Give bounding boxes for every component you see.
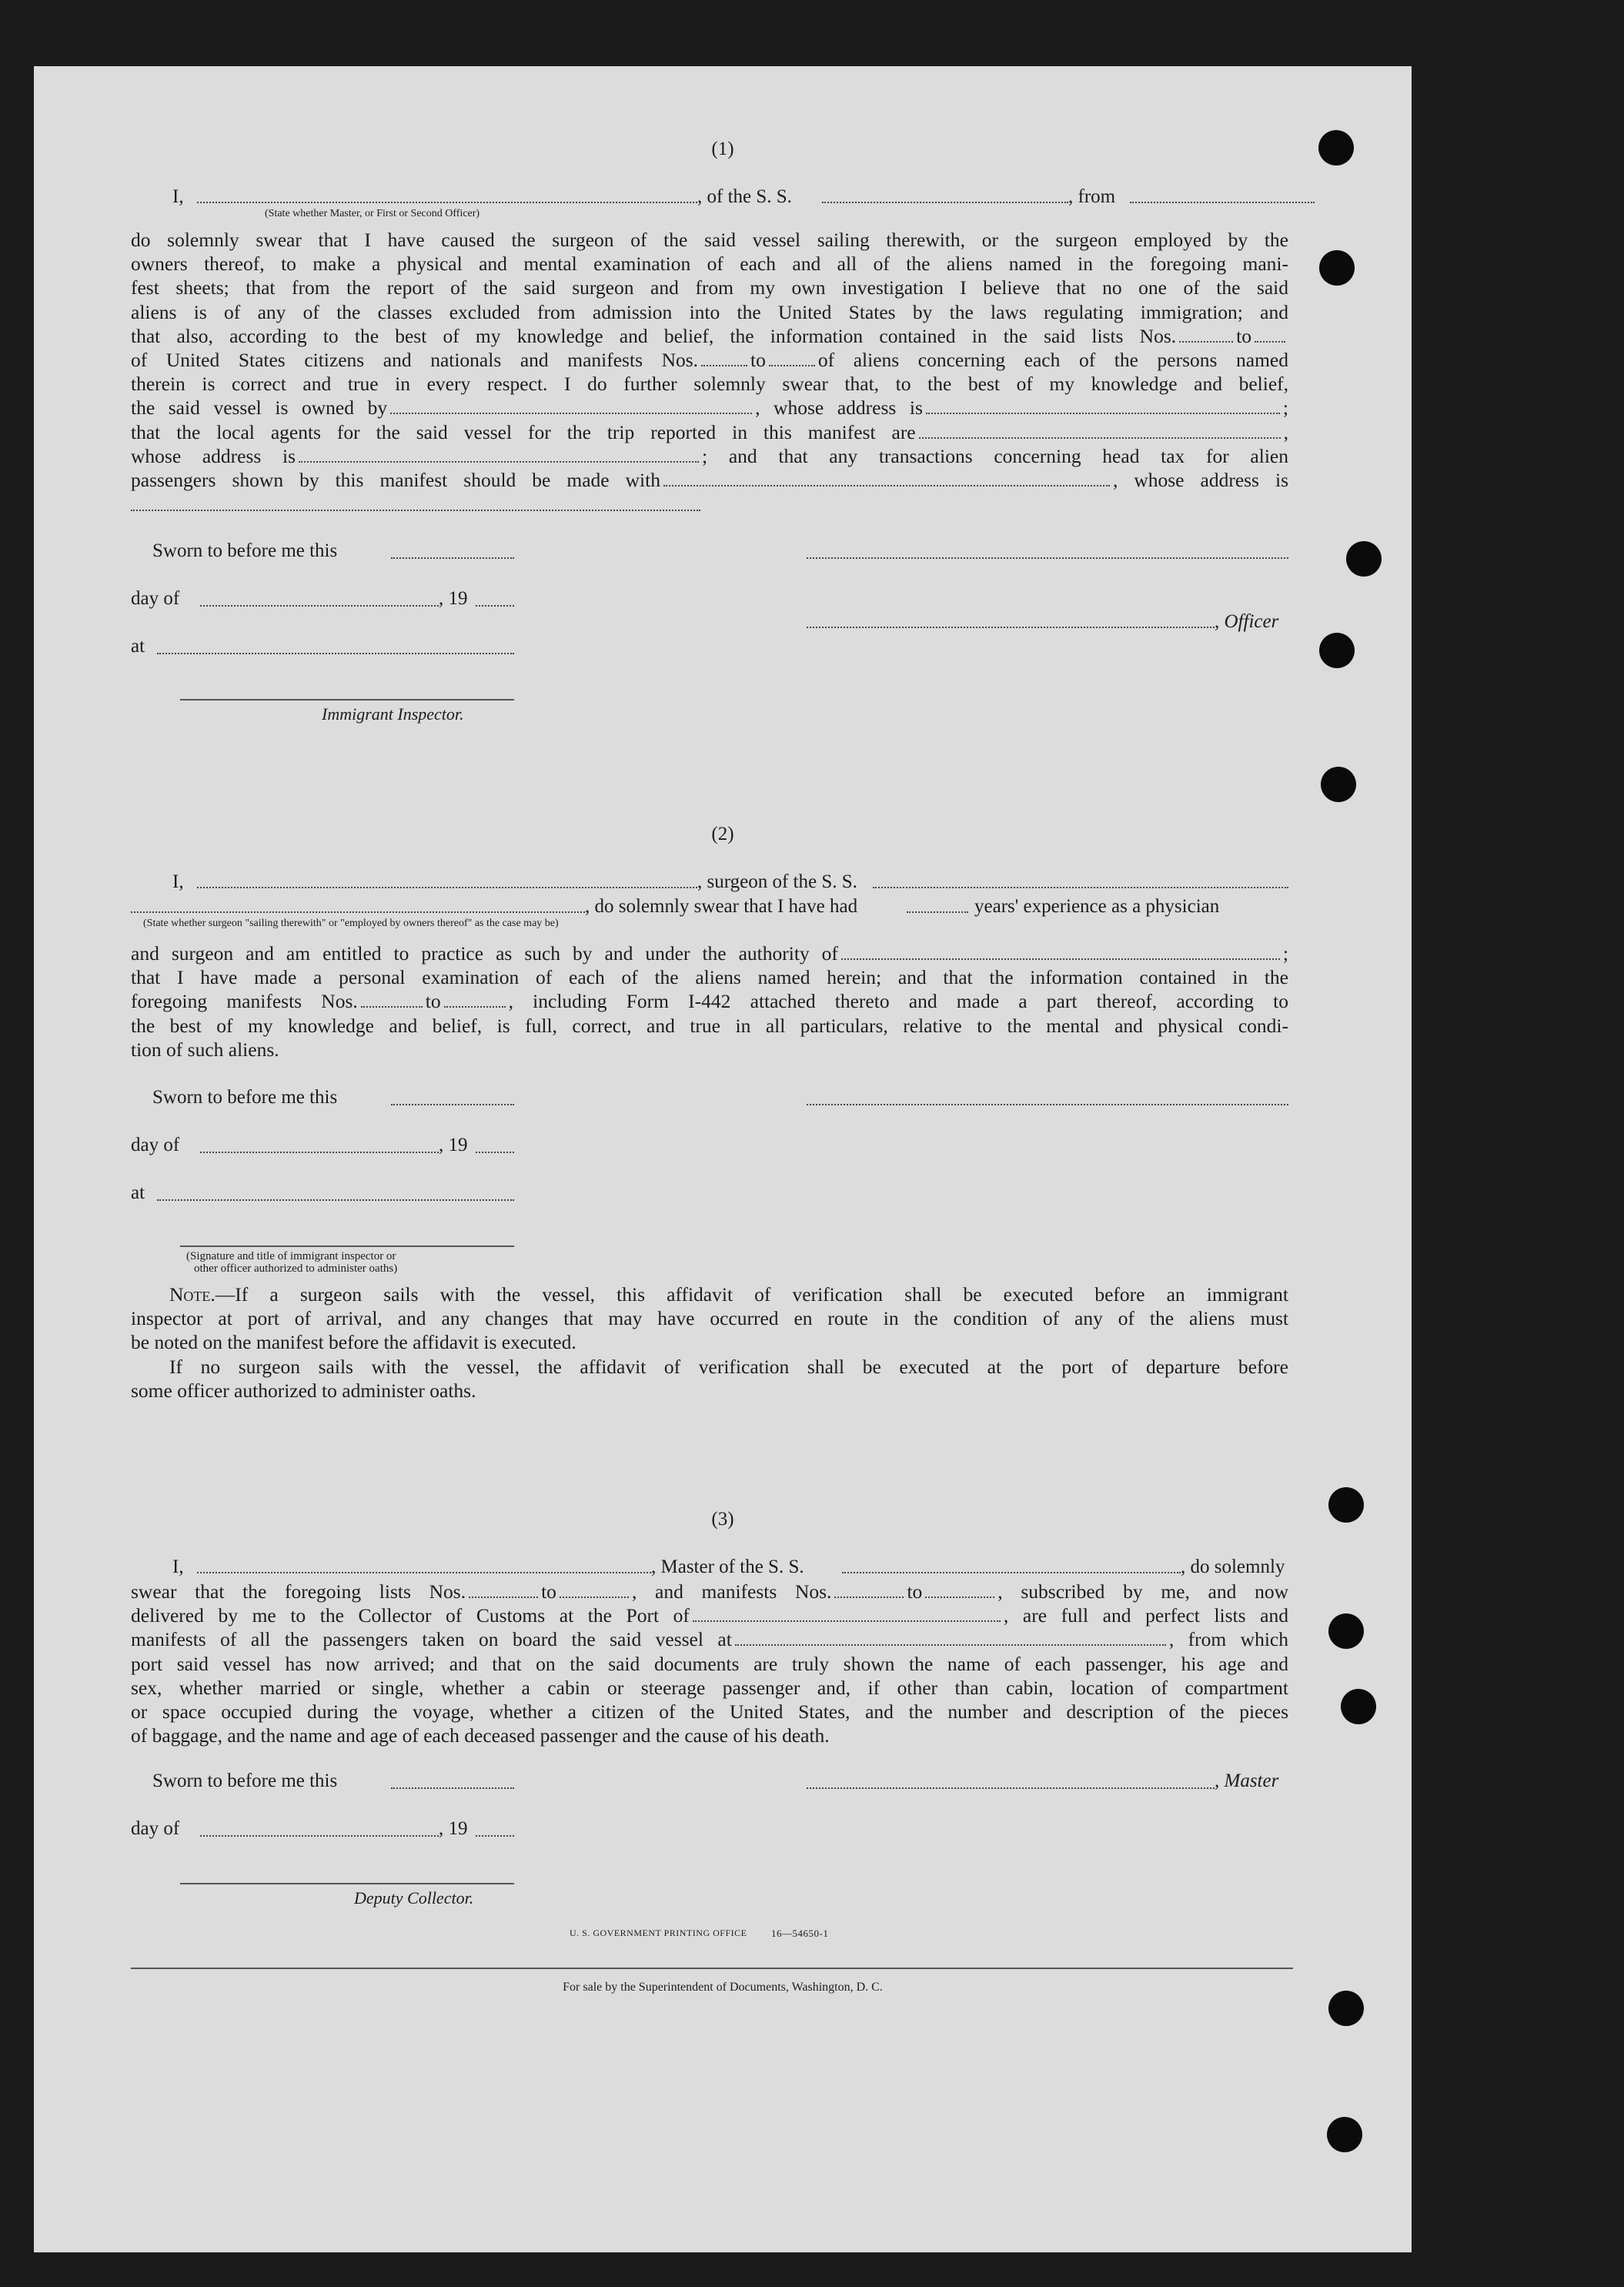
s1-line: do solemnly swear that I have caused the surgeon of the said vessel sailing therewith, or the surgeon employed by the <box>131 229 1288 251</box>
punch-hole <box>1319 250 1355 286</box>
s3-line-lists: swear that the foregoing lists Nos. to , and manifests Nos. to , subscribed by me, and now <box>131 1580 1288 1603</box>
s1-sworn-day-field[interactable] <box>391 557 514 559</box>
s1-line-agent-address: whose address is ; and that any transactions concerning head tax for alien <box>131 444 1288 467</box>
s1-line-lists: that also, according to the best of my knowledge and belief, the information contained in the said lists Nos. to <box>131 324 1288 348</box>
s2-at-field[interactable] <box>157 1199 514 1201</box>
s3-master-signature-field[interactable] <box>807 1787 1215 1789</box>
gpo-imprint: U. S. GOVERNMENT PRINTING OFFICE <box>570 1928 747 1938</box>
s3-lists-to-field[interactable] <box>560 1596 629 1598</box>
s3-line: sex, whether married or single, whether a cabin or steerage passenger and, if other than cabin, location of compartment <box>131 1676 1288 1699</box>
s1-agent-address-field[interactable] <box>299 460 699 463</box>
s1-sworn-label: Sworn to before me this <box>152 540 338 561</box>
s2-surgeon-ss-label: , surgeon of the S. S. <box>697 871 857 892</box>
footer-rule <box>131 1968 1293 1969</box>
s3-vessel-field[interactable] <box>842 1572 1181 1573</box>
s1-manifests-from-field[interactable] <box>701 364 747 366</box>
s2-line: that I have made a personal examination of each of the aliens named herein; and that the information contained in the <box>131 966 1288 989</box>
s1-line-headtax: passengers shown by this manifest should be made with , whose address is <box>131 469 1289 492</box>
s1-lists-to-field[interactable] <box>1255 340 1285 343</box>
s2-note-line: inspector at port of arrival, and any changes that may have occurred en route in the condition of any of the aliens must <box>131 1307 1288 1330</box>
s3-sworn-day-field[interactable] <box>391 1787 514 1789</box>
s2-i-label: I, <box>172 871 184 892</box>
s3-month-field[interactable] <box>200 1835 439 1837</box>
s3-oath-paragraph <box>131 1580 1288 1747</box>
punch-hole <box>1328 1487 1364 1523</box>
s1-manifests-to-field[interactable] <box>769 364 815 366</box>
s1-line: aliens is of any of the classes excluded from admission into the United States by the laws regulating immigration; and <box>131 300 1288 323</box>
s1-officer-name-field[interactable] <box>197 202 697 203</box>
form-page <box>34 66 1412 2252</box>
s3-master-name-field[interactable] <box>197 1572 651 1573</box>
s1-lists-from-field[interactable] <box>1179 340 1233 343</box>
s3-i-label: I, <box>172 1556 184 1577</box>
s2-note2-line: If no surgeon sails with the vessel, the affidavit of verification shall be executed at the port of departure before <box>169 1355 1288 1378</box>
s3-manifests-to-field[interactable] <box>925 1596 994 1598</box>
s2-note-label: Note. <box>169 1283 216 1306</box>
s2-note2-line: some officer authorized to administer oaths. <box>131 1379 476 1402</box>
punch-hole <box>1328 1991 1364 2026</box>
s1-of-ss-label: , of the S. S. <box>697 186 792 207</box>
s3-collector-signature-line[interactable] <box>180 1883 514 1884</box>
s3-solemnly-label: , do solemnly <box>1181 1556 1285 1577</box>
s1-agents-field[interactable] <box>919 436 1281 439</box>
s1-at-label: at <box>131 636 145 657</box>
s1-line-manifests: of United States citizens and nationals and manifests Nos. to of aliens concerning each of the persons named <box>131 349 1288 372</box>
s1-headtax-address-field[interactable] <box>131 510 700 511</box>
s3-line: or space occupied during the voyage, whether a citizen of the United States, and the number and description of the pieces <box>131 1700 1288 1724</box>
s1-year-field[interactable] <box>476 605 514 607</box>
s2-sworn-label: Sworn to before me this <box>152 1087 338 1108</box>
s2-signer-note-2: other officer authorized to administer oaths) <box>194 1262 398 1275</box>
s3-sworn-label: Sworn to before me this <box>152 1770 338 1791</box>
form-code: 16—54650-1 <box>771 1928 829 1939</box>
s1-from-label: , from <box>1068 186 1116 207</box>
s2-surgeon-type-field[interactable] <box>131 911 585 913</box>
s2-years-field[interactable] <box>907 911 968 913</box>
s2-note-paragraph <box>131 1282 1288 1403</box>
s1-month-field[interactable] <box>200 605 439 607</box>
s3-line-taken: manifests of all the passengers taken on board the said vessel at , from which <box>131 1628 1289 1651</box>
s2-oath-paragraph <box>131 941 1288 1062</box>
s3-master-ss-label: , Master of the S. S. <box>651 1556 804 1577</box>
s2-signer-note-1: (Signature and title of immigrant inspector or <box>186 1250 396 1262</box>
s2-authority-field[interactable] <box>841 958 1280 960</box>
punch-hole <box>1341 1689 1376 1724</box>
s1-inspector-signature-line[interactable] <box>180 699 514 700</box>
s1-vessel-field[interactable] <box>822 202 1068 203</box>
s3-line-port: delivered by me to the Collector of Customs at the Port of , are full and perfect lists and <box>131 1604 1288 1627</box>
section-1-number: (1) <box>711 139 734 159</box>
s2-line-authority: and surgeon and am entitled to practice as such by and under the authority of ; <box>131 942 1288 965</box>
s1-line: therein is correct and true in every respect. I do further solemnly swear that, to the best of my knowledge and belief, <box>131 373 1288 396</box>
s2-at-label: at <box>131 1182 145 1203</box>
s2-surgeon-signature-field[interactable] <box>807 1104 1288 1105</box>
punch-hole <box>1321 767 1356 802</box>
s1-headtax-field[interactable] <box>663 484 1110 486</box>
s3-line: port said vessel has now arrived; and that on the said documents are truly shown the name of each passenger, his age and <box>131 1652 1288 1675</box>
s2-surgeon-name-field[interactable] <box>197 887 697 888</box>
s1-line: owners thereof, to make a physical and mental examination of each and all of the aliens named in the foregoing mani- <box>131 252 1288 276</box>
punch-hole <box>1318 130 1354 166</box>
s2-manifests-to-field[interactable] <box>444 1005 506 1008</box>
s2-manifests-from-field[interactable] <box>361 1005 423 1008</box>
s1-at-field[interactable] <box>157 653 514 654</box>
s1-year-label: , 19 <box>439 588 468 609</box>
s1-inspector-label: Immigrant Inspector. <box>322 704 464 724</box>
s1-line-owner: the said vessel is owned by , whose address is ; <box>131 396 1289 420</box>
s3-line: of baggage, and the name and age of each deceased passenger and the cause of his death. <box>131 1724 830 1747</box>
section-2-number: (2) <box>711 824 734 844</box>
s2-vessel-field[interactable] <box>873 887 1288 888</box>
s1-owner-address-field[interactable] <box>926 412 1280 414</box>
s2-line-manifests: foregoing manifests Nos. to , including Form I-442 attached thereto and made a part thereof, according to <box>131 990 1288 1013</box>
s3-year-label: , 19 <box>439 1818 468 1839</box>
s3-taken-at-field[interactable] <box>735 1643 1166 1646</box>
s3-collector-label: Deputy Collector. <box>354 1888 474 1908</box>
s3-port-field[interactable] <box>693 1620 1001 1622</box>
s1-officer-note: (State whether Master, or First or Second Officer) <box>265 208 480 219</box>
s2-surgeon-type-note: (State whether surgeon "sailing therewith" or "employed by owners thereof" as the case may be) <box>143 918 559 929</box>
punch-hole <box>1328 1613 1364 1649</box>
punch-hole <box>1319 633 1355 668</box>
s1-officer-signature-field[interactable] <box>807 557 1288 559</box>
s3-master-label: , Master <box>1215 1770 1279 1791</box>
s1-day-of-label: day of <box>131 588 180 609</box>
s3-day-of-label: day of <box>131 1818 180 1839</box>
s3-manifests-from-field[interactable] <box>834 1596 904 1598</box>
punch-hole <box>1346 541 1382 577</box>
s1-i-label: I, <box>172 186 184 207</box>
s2-line: the best of my knowledge and belief, is full, correct, and true in all particulars, relative to the mental and physical condi- <box>131 1014 1288 1037</box>
punch-hole <box>1327 2117 1362 2152</box>
s3-year-field[interactable] <box>476 1835 514 1837</box>
s2-swear-label: , do solemnly swear that I have had <box>585 896 858 917</box>
for-sale-imprint: For sale by the Superintendent of Documents, Washington, D. C. <box>563 1981 883 1994</box>
s1-line: fest sheets; that from the report of the said surgeon and from my own investigation I believe that no one of the said <box>131 276 1288 299</box>
section-3-number: (3) <box>711 1509 734 1530</box>
s1-oath-paragraph <box>131 228 1288 492</box>
s2-sworn-day-field[interactable] <box>391 1104 514 1105</box>
s2-day-of-label: day of <box>131 1135 180 1155</box>
s1-officer-title-field[interactable] <box>807 627 1215 628</box>
s3-lists-from-field[interactable] <box>469 1596 538 1598</box>
s2-year-field[interactable] <box>476 1152 514 1153</box>
s1-officer-label: , Officer <box>1215 611 1279 632</box>
s2-year-label: , 19 <box>439 1135 468 1155</box>
s1-owner-field[interactable] <box>390 412 752 414</box>
s2-note-line: Note.—If a surgeon sails with the vessel, this affidavit of verification shall be executed before an immigrant <box>169 1283 1288 1306</box>
s1-from-field[interactable] <box>1130 202 1315 203</box>
s2-note-line: be noted on the manifest before the affidavit is executed. <box>131 1331 576 1354</box>
s1-line-agents: that the local agents for the said vessel for the trip reported in this manifest are , <box>131 420 1288 443</box>
s2-line: tion of such aliens. <box>131 1038 279 1061</box>
s2-years-label: years' experience as a physician <box>974 896 1220 917</box>
s2-month-field[interactable] <box>200 1152 439 1153</box>
s2-signature-line[interactable] <box>180 1245 514 1247</box>
